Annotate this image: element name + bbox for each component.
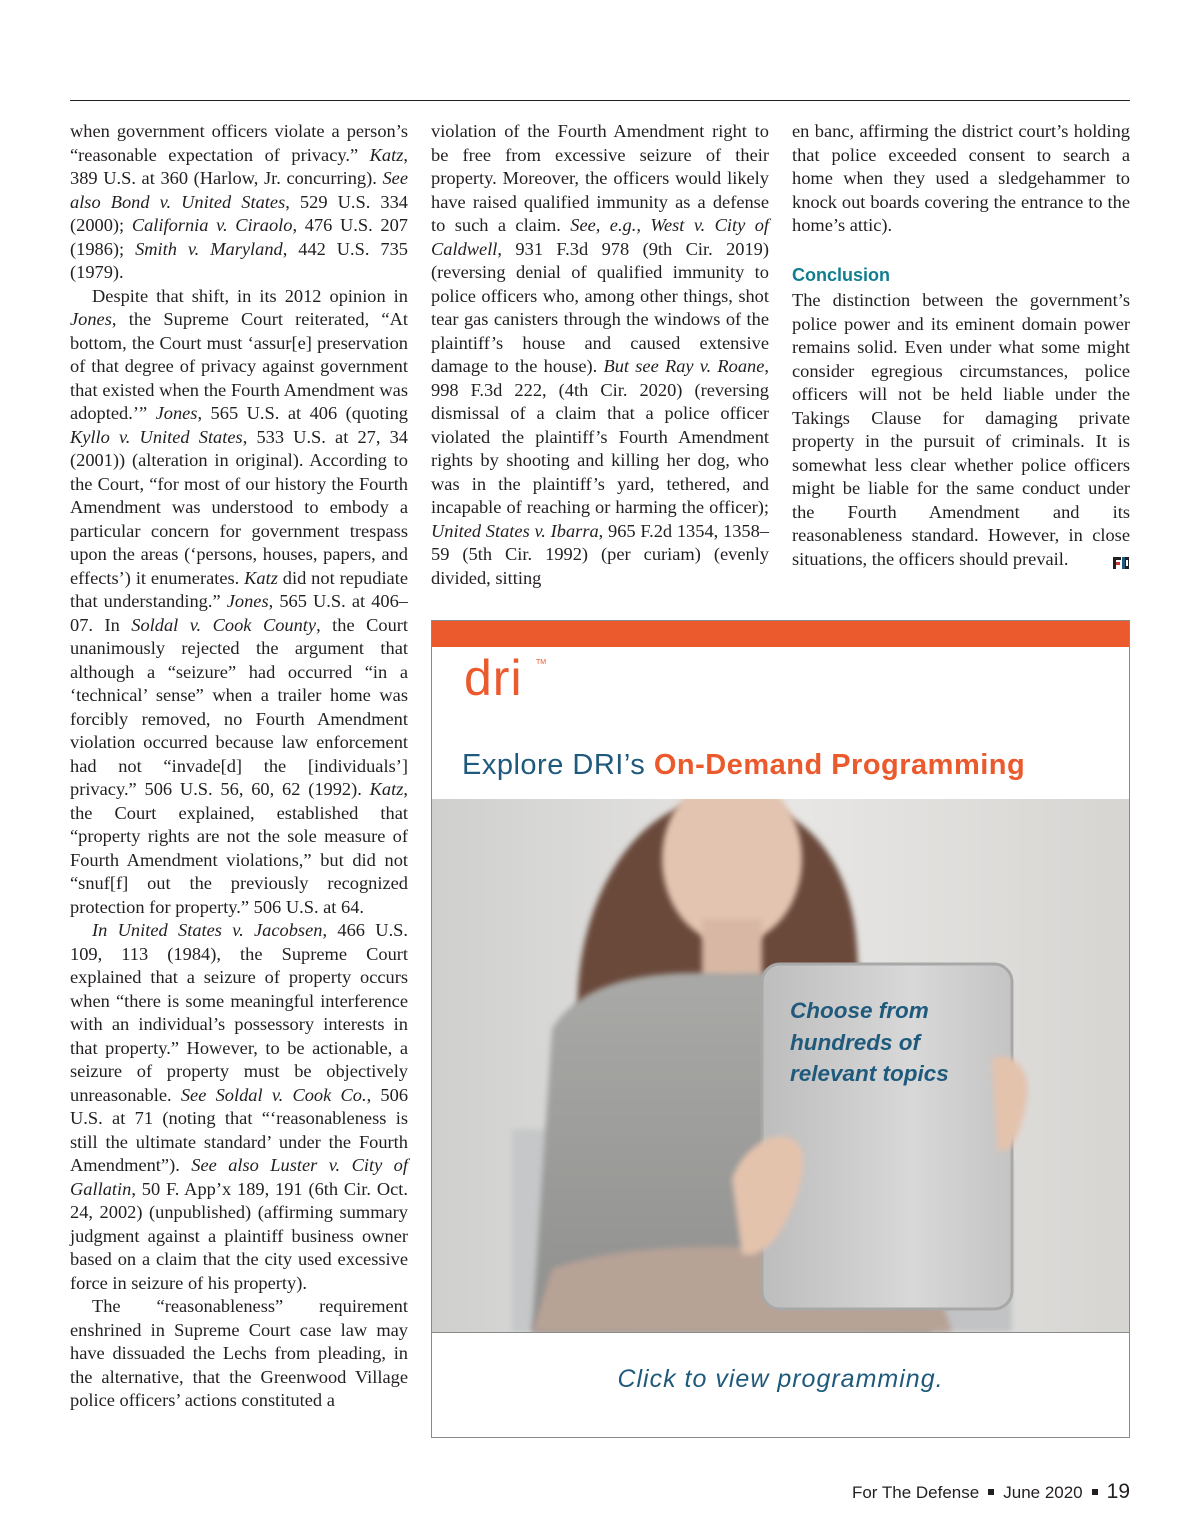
section-heading: Conclusion <box>792 264 890 285</box>
case-citation: Katz <box>369 144 404 165</box>
article-column-2 <box>431 120 769 590</box>
page-number: 19 <box>1106 1480 1130 1503</box>
case-citation: Jones <box>226 591 269 611</box>
ad-top-bar <box>432 621 1129 647</box>
text: , 466 U.S. 109, 113 (1984), the Supreme Court explained that a seizure of property occurs when “there is some meaningful interference with an individual’s possessory interests in that property.” However, to be actionable, a seizure of property must be objectively unreasonable. <box>70 920 409 1105</box>
case-citation: Katz <box>369 779 404 799</box>
case-citation: See, e.g., West v. City of Caldwell <box>431 215 769 259</box>
text: , 476 U.S. 207 (1986); <box>70 215 408 259</box>
separator-icon <box>1092 1489 1098 1495</box>
case-citation: Jones <box>155 403 198 423</box>
text: when government officers violate a person’s “reasonable expectation of privacy.” <box>70 121 408 165</box>
article-column-1 <box>70 120 408 1413</box>
dri-logo: dri <box>464 650 523 706</box>
case-citation: Katz <box>244 567 278 588</box>
ad-divider <box>432 1332 1129 1333</box>
article-column-3 <box>792 120 1130 571</box>
paragraph <box>431 120 769 590</box>
text: violation of the Fourth Amendment right to be free from excessive seizure of their property. Moreover, the officers would likely have raised qualified immunity as a defense to such a claim. <box>431 121 769 235</box>
text: Despite that shift, in its 2012 opinion in <box>92 285 408 306</box>
woman-with-tablet-photo <box>432 799 1129 1332</box>
text: , 389 U.S. at 360 (Harlow, Jr. concurring). <box>70 144 408 188</box>
case-citation: But see Ray v. Roane <box>603 356 765 376</box>
headline-text: Explore DRI’s <box>462 749 654 781</box>
headline-accent: On-Demand Programming <box>653 749 1026 781</box>
case-citation: See also Bond v. United States <box>70 168 408 212</box>
page-footer <box>852 1480 1130 1504</box>
text: , 529 U.S. 334 (2000); <box>70 191 408 235</box>
text: , 533 U.S. at 27, 34 (2001)) (alteration in original). According to the Court, “for most of our history the Fourth Amendment was understood to embody a particular concern for government trespass upon the areas (‘persons, houses, papers, and effects’) it enumerates. <box>70 426 408 588</box>
text: , the Court explained, established that “property rights are not the sole measure of Fourth Amendment violations,” but did not “snuf[f] out the previously recognized protection for property.” 506 U.S. at 64. <box>70 779 408 917</box>
case-citation: See also Luster v. City of Gallatin <box>70 1155 408 1199</box>
case-citation: Smith v. Maryland <box>135 238 283 259</box>
text: , 931 F.3d 978 (9th Cir. 2019) (reversing denial of qualified immunity to police officers who, among other things, shot tear gas canisters through the windows of the plaintiff’s house and caused extensive damage to the house). <box>431 238 769 376</box>
publication-name: For The Defense <box>851 1483 980 1502</box>
text: , 965 F.2d 1354, 1358–59 (5th Cir. 1992) (per curiam) (evenly divided, sitting <box>431 520 769 588</box>
paragraph: en banc, affirming the district court’s holding that police exceeded consent to search a home when they used a sledgehammer to knock out boards covering the entrance to the home’s attic). <box>792 121 1130 235</box>
case-citation: Kyllo v. United States <box>70 426 243 447</box>
text: , 506 U.S. at 71 (noting that “‘reasonableness is still the ultimate standard’ under the Fourth Amendment”). <box>70 1084 409 1175</box>
paragraph <box>792 289 1130 571</box>
view-programming-link[interactable]: Click to view programming. <box>617 1365 944 1393</box>
tablet-text: Choose from hundreds of relevant topics <box>790 998 949 1086</box>
paragraph <box>70 285 408 920</box>
case-citation: California v. Ciraolo <box>131 215 293 235</box>
dri-advertisement[interactable] <box>431 620 1130 1438</box>
text: , the Court unanimously rejected the argument that although a “seizure” had occurred “in a ‘technical’ sense” when a trailer home was forcibly removed, no Fourth Amendment violation occurred because law enforcement had not “invade[d] the [individuals’] privacy.” 506 U.S. 56, 60, 62 (1992). <box>70 614 408 799</box>
case-citation: In United States v. Jacobsen <box>92 920 323 940</box>
paragraph <box>70 919 408 1295</box>
paragraph: The “reasonableness” requirement enshrined in Supreme Court case law may have dissuaded the Lechs from pleading, in the alternative, that the Greenwood Village police officers’ actions constituted a <box>70 1296 408 1410</box>
case-citation: Soldal v. Cook County <box>131 614 317 635</box>
trademark-mark: TM <box>536 659 547 666</box>
photo-illustration <box>432 799 1129 1332</box>
text: , 50 F. App’x 189, 191 (6th Cir. Oct. 24, 2002) (unpublished) (affirming summary judgment against a plaintiff business owner based on a claim that the city used excessive force in seizure of his property). <box>70 1178 408 1293</box>
text: , 565 U.S. at 406 (quoting <box>197 403 408 423</box>
end-mark-icon <box>1112 553 1130 567</box>
case-citation: Jones <box>70 309 112 329</box>
text: , 442 U.S. 735 (1979). <box>70 238 408 282</box>
ad-headline <box>462 749 1122 782</box>
text: , the Supreme Court reiterated, “At bottom, the Court must ‘assur[e] preservation of that degree of privacy against government that existed when the Fourth Amendment was adopted.’” <box>70 309 408 423</box>
case-citation: See Soldal v. Cook Co. <box>180 1084 367 1105</box>
issue-date: June 2020 <box>1003 1483 1083 1502</box>
text: , 998 F.3d 222, (4th Cir. 2020) (reversing dismissal of a claim that a police officer violated the plaintiff’s Fourth Amendment rights by shooting and killing her dog, who was in the plaintiff’s yard, tethered, and incapable of reaching or harming the officer); <box>431 356 769 517</box>
paragraph <box>70 120 408 285</box>
top-rule <box>70 100 1130 101</box>
text: , 565 U.S. at 406–07. In <box>70 591 408 635</box>
text: did not repudiate that understanding.” <box>70 567 408 611</box>
case-citation: United States v. Ibarra <box>431 520 599 541</box>
separator-icon <box>988 1489 994 1495</box>
text: The distinction between the government’s police power and its eminent domain power remains solid. Even under what some might consider egregious circumstances, police officers will not be held liable under the Takings Clause for damaging private property in the pursuit of criminals. It is somewhat less clear whether police officers might be liable for the same conduct under the Fourth Amendment and its reasonableness standard. However, in close situations, the officers should prevail. <box>792 290 1130 569</box>
